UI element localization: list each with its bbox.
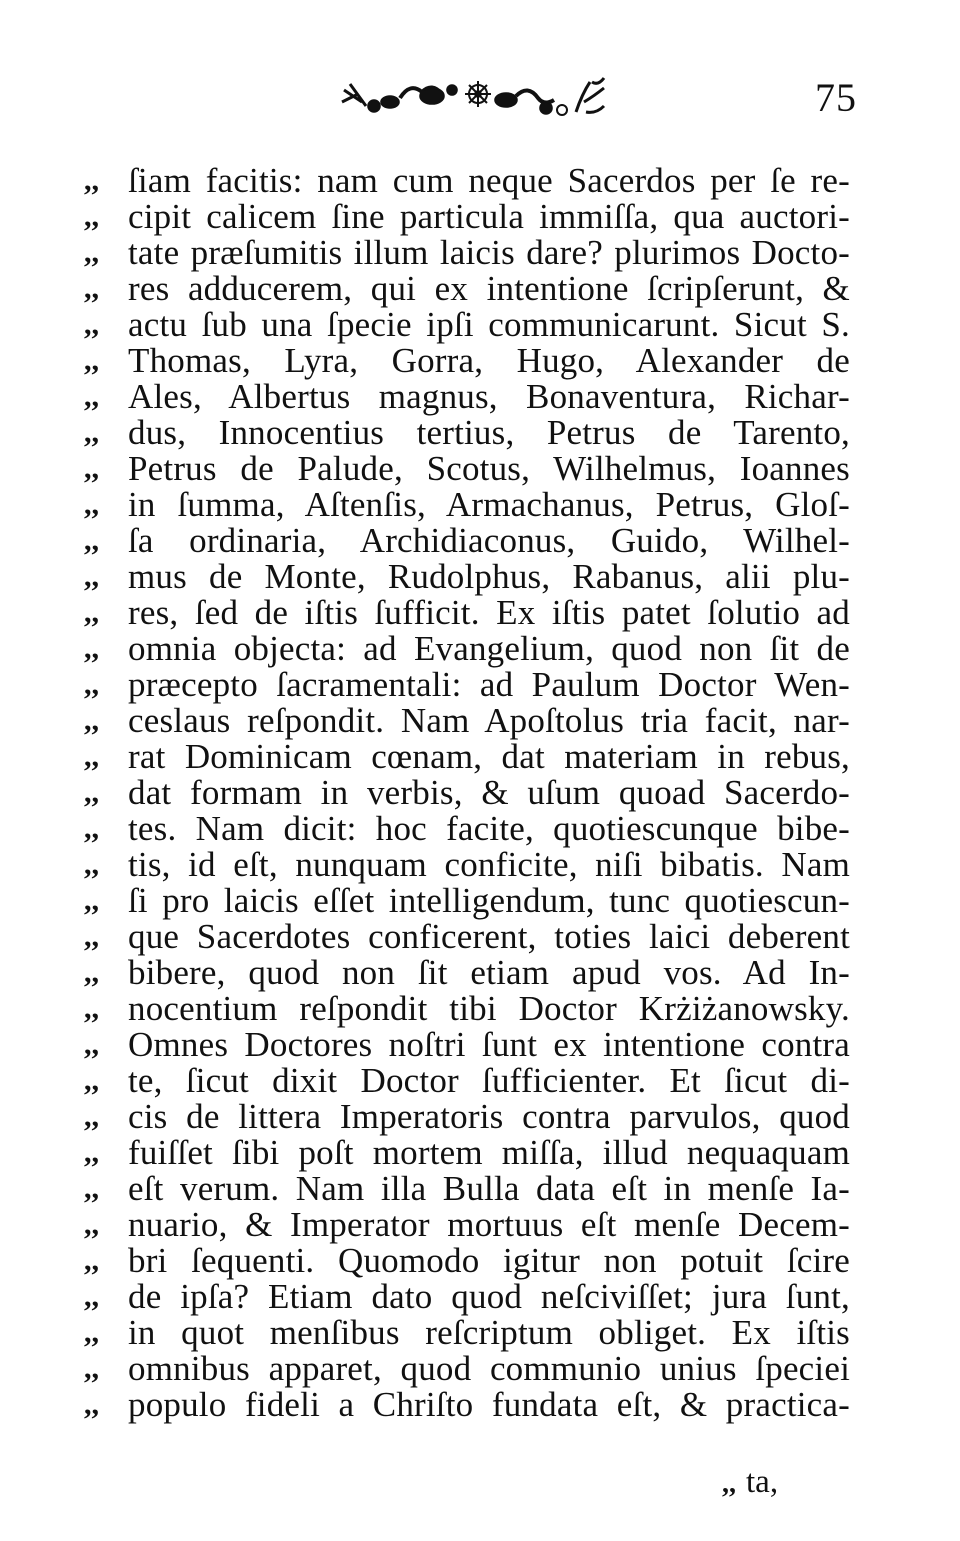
text-line — [0, 197, 960, 237]
text-line — [0, 989, 960, 1029]
line-text: dat formam in verbis, & uſum quoad Sacerdo- — [128, 773, 850, 812]
quote-mark: ,, — [84, 848, 99, 881]
quote-mark: ,, — [84, 920, 99, 953]
quote-mark: ,, — [84, 668, 99, 701]
text-line — [0, 1313, 960, 1353]
text-line — [0, 233, 960, 273]
line-text: te, ſicut dixit Doctor ſufficienter. Et ſicut di- — [128, 1061, 850, 1100]
line-text: bibere, quod non ſit etiam apud vos. Ad In- — [128, 953, 850, 992]
quote-mark: ,, — [84, 488, 99, 521]
quote-mark: ,, — [84, 1280, 99, 1313]
line-text: tate præſumitis illum laicis dare? plurimos Docto- — [128, 233, 850, 272]
quote-mark: ,, — [84, 272, 99, 305]
line-text: ſa ordinaria, Archidiaconus, Guido, Wilhel- — [128, 521, 850, 560]
quote-mark: ,, — [84, 1172, 99, 1205]
line-text: cipit calicem ſine particula immiſſa, qua auctori- — [128, 197, 850, 236]
text-line — [0, 845, 960, 885]
line-text: ſi pro laicis eſſet intelligendum, tunc quotiescun- — [128, 881, 850, 920]
line-text: Ales, Albertus magnus, Bonaventura, Richar- — [128, 377, 850, 416]
text-line — [0, 1205, 960, 1245]
line-text: tes. Nam dicit: hoc facite, quotiescunque bibe- — [128, 809, 850, 848]
quote-mark: ,, — [84, 560, 99, 593]
text-line — [0, 809, 960, 849]
catchword-text: ta, — [746, 1464, 779, 1500]
quote-mark: ,, — [84, 596, 99, 629]
quote-mark: ,, — [84, 524, 99, 557]
text-line — [0, 773, 960, 813]
text-line — [0, 917, 960, 957]
text-line — [0, 305, 960, 345]
line-text: actu ſub una ſpecie ipſi communicarunt. Sicut S. — [128, 305, 850, 344]
quote-mark: ,, — [84, 632, 99, 665]
quote-mark: ,, — [84, 1064, 99, 1097]
text-line — [0, 1277, 960, 1317]
text-line — [0, 701, 960, 741]
quote-mark: ,, — [84, 1100, 99, 1133]
line-text: bri ſequenti. Quomodo igitur non potuit ſcire — [128, 1241, 850, 1280]
line-text: nuario, & Imperator mortuus eſt menſe Decem- — [128, 1205, 850, 1244]
quote-mark: ,, — [84, 884, 99, 917]
text-line — [0, 593, 960, 633]
text-line — [0, 413, 960, 453]
text-line — [0, 1061, 960, 1101]
text-line — [0, 1169, 960, 1209]
text-line — [0, 881, 960, 921]
quote-mark: ,, — [84, 236, 99, 269]
quote-mark: ,, — [84, 1316, 99, 1349]
quote-mark: ,, — [84, 164, 99, 197]
quote-mark: ,, — [84, 308, 99, 341]
text-line — [0, 449, 960, 489]
quote-mark: ,, — [84, 812, 99, 845]
line-text: ſiam facitis: nam cum neque Sacerdos per ſe re- — [128, 161, 850, 200]
line-text: in quot menſibus reſcriptum obliget. Ex iſtis — [128, 1313, 850, 1352]
quote-mark: ,, — [84, 1208, 99, 1241]
quote-mark: ,, — [84, 1244, 99, 1277]
line-text: omnibus apparet, quod communio unius ſpeciei — [128, 1349, 850, 1388]
text-line — [0, 665, 960, 705]
line-text: omnia objecta: ad Evangelium, quod non ſit de — [128, 629, 850, 668]
line-text: dus, Innocentius tertius, Petrus de Tarento, — [128, 413, 850, 452]
line-text: Petrus de Palude, Scotus, Wilhelmus, Ioannes — [128, 449, 850, 488]
line-text: tis, id eſt, nunquam conficite, niſi bibatis. Nam — [128, 845, 850, 884]
quote-mark: ,, — [84, 1388, 99, 1421]
text-line — [0, 629, 960, 669]
text-line — [0, 341, 960, 381]
text-line — [0, 377, 960, 417]
line-text: præcepto ſacramentali: ad Paulum Doctor Wen- — [128, 665, 850, 704]
quote-mark: ,, — [84, 452, 99, 485]
line-text: que Sacerdotes conficerent, toties laici deberent — [128, 917, 850, 956]
line-text: Omnes Doctores noſtri ſunt ex intentione contra — [128, 1025, 850, 1064]
text-line — [0, 1025, 960, 1065]
text-line — [0, 1349, 960, 1389]
line-text: nocentium reſpondit tibi Doctor Krżiżanowsky. — [128, 989, 850, 1028]
line-text: res adducerem, qui ex intentione ſcripſerunt, & — [128, 269, 850, 308]
text-line — [0, 521, 960, 561]
catchword — [722, 1462, 778, 1504]
line-text: fuiſſet ſibi poſt mortem miſſa, illud nequaquam — [128, 1133, 850, 1172]
quote-mark: ,, — [84, 1028, 99, 1061]
line-text: de ipſa? Etiam dato quod neſciviſſet; jura ſunt, — [128, 1277, 850, 1316]
quote-mark: ,, — [84, 380, 99, 413]
quote-mark: ,, — [84, 956, 99, 989]
line-text: cis de littera Imperatoris contra parvulos, quod — [128, 1097, 850, 1136]
quote-mark: ,, — [84, 200, 99, 233]
quote-mark: ,, — [84, 776, 99, 809]
line-text: populo fideli a Chriſto fundata eſt, & practica- — [128, 1385, 850, 1424]
line-text: Thomas, Lyra, Gorra, Hugo, Alexander de — [128, 341, 850, 380]
line-text: in ſumma, Aſtenſis, Armachanus, Petrus, Gloſ- — [128, 485, 850, 524]
text-line — [0, 557, 960, 597]
text-line — [0, 1241, 960, 1281]
line-text: eſt verum. Nam illa Bulla data eſt in menſe Ia- — [128, 1169, 850, 1208]
text-line — [0, 953, 960, 993]
quote-mark: ,, — [84, 704, 99, 737]
quote-mark: ,, — [84, 992, 99, 1025]
floral-vignette-icon — [340, 72, 610, 120]
quote-mark: ,, — [84, 416, 99, 449]
text-line — [0, 737, 960, 777]
text-line — [0, 485, 960, 525]
quote-mark: ,, — [84, 1136, 99, 1169]
line-text: res, ſed de iſtis ſufficit. Ex iſtis patet ſolutio ad — [128, 593, 850, 632]
text-line — [0, 161, 960, 201]
text-line — [0, 1133, 960, 1173]
line-text: mus de Monte, Rudolphus, Rabanus, alii plu- — [128, 557, 850, 596]
quote-mark: ,, — [84, 344, 99, 377]
quote-mark: ,, — [84, 740, 99, 773]
page-number: 75 — [815, 75, 857, 120]
text-line — [0, 1097, 960, 1137]
text-line — [0, 269, 960, 309]
line-text: rat Dominicam cœnam, dat materiam in rebus, — [128, 737, 850, 776]
quote-mark: ,, — [84, 1352, 99, 1385]
text-line — [0, 1385, 960, 1425]
line-text: ceslaus reſpondit. Nam Apoſtolus tria facit, nar- — [128, 701, 850, 740]
catchword-quote-mark: ,, — [722, 1468, 736, 1499]
